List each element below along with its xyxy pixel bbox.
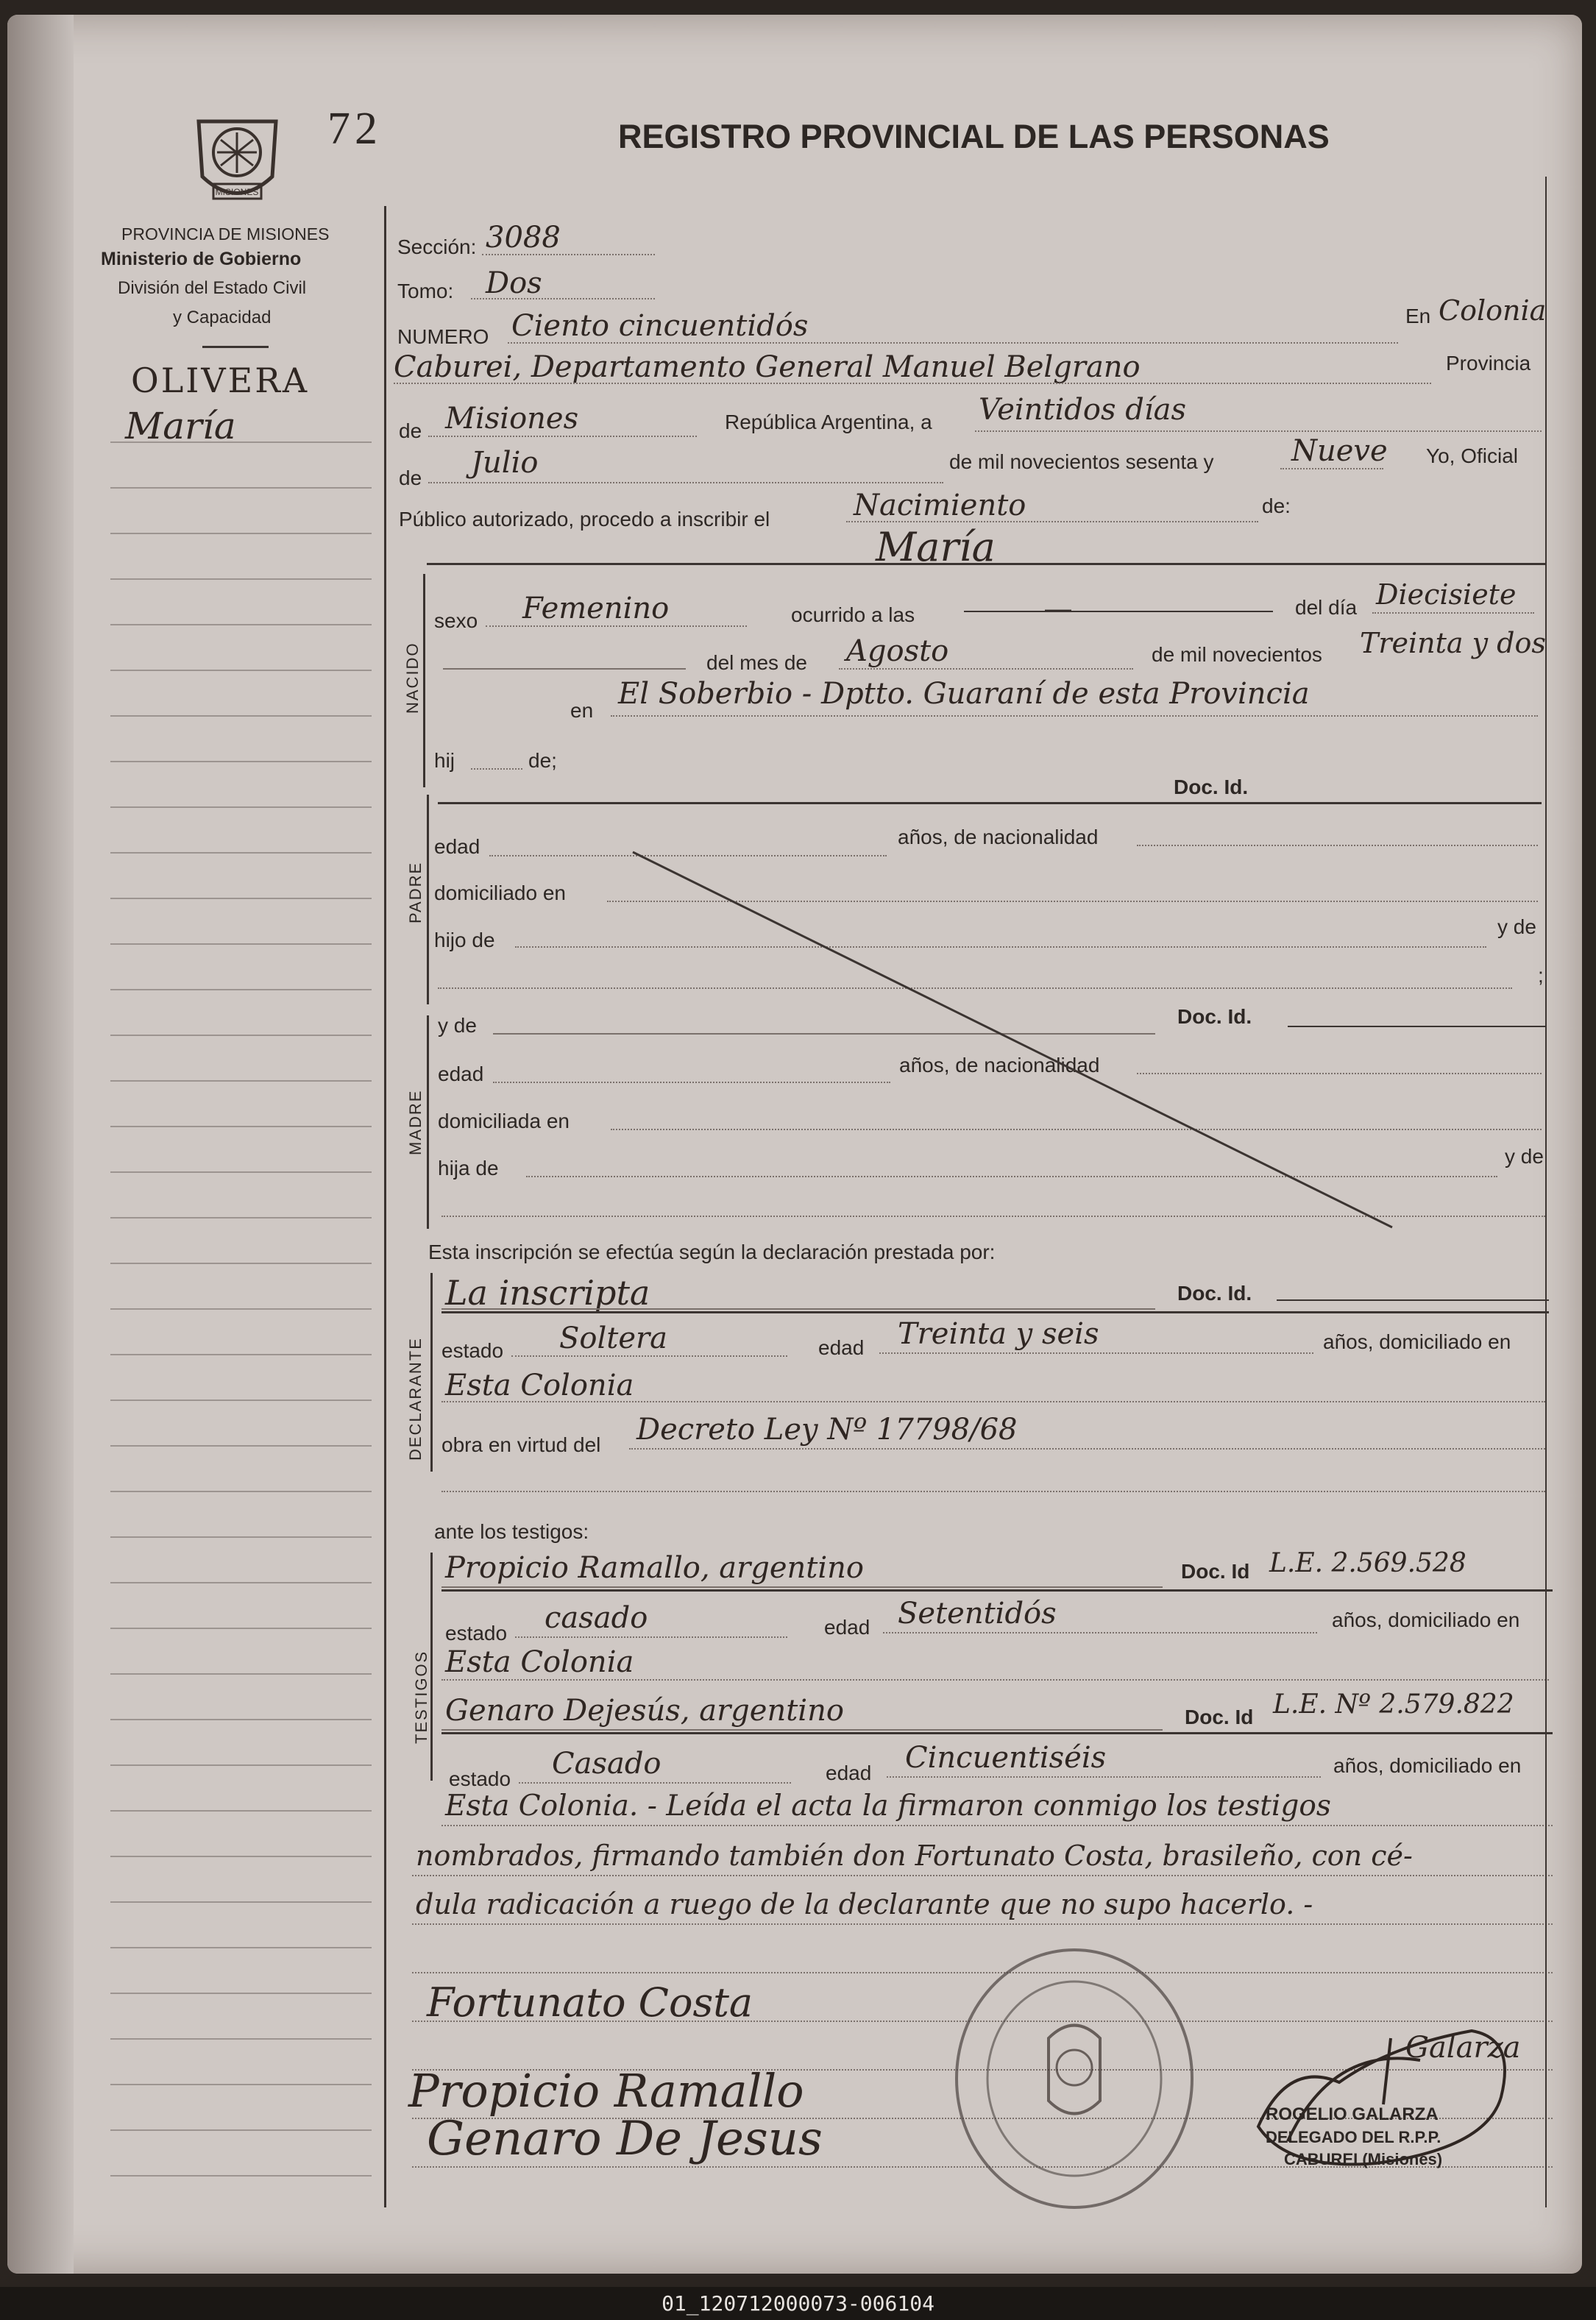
testigo2-estado-label: estado	[449, 1767, 511, 1790]
declarante-edad-label: edad	[818, 1336, 865, 1359]
de2-label: de	[399, 467, 422, 489]
madre-nac-label: años, de nacionalidad	[899, 1054, 1100, 1076]
en-nacido-label: en	[570, 699, 594, 722]
nacido-side-label: NACIDO	[403, 642, 422, 714]
anio-nacido-label: de mil novecientos	[1152, 643, 1322, 666]
anio-nacido-value: Treinta y dos	[1360, 627, 1546, 659]
official-stamp-line-1: ROGELIO GALARZA	[1266, 2104, 1439, 2124]
tomo-label: Tomo:	[397, 280, 454, 302]
dia-label: del día	[1295, 596, 1358, 619]
closing-line-3: dula radicación a ruego de la declarante que no supo hacerlo. -	[416, 1888, 1313, 1920]
declarante-domicilio: Esta Colonia	[445, 1369, 634, 1402]
acto-value: Nacimiento	[854, 489, 1026, 522]
testigo1-estado: casado	[545, 1601, 648, 1635]
testigo1-edad: Setentidós	[898, 1597, 1057, 1631]
mes-label: del mes de	[706, 651, 807, 674]
testigo1-estado-label: estado	[445, 1622, 508, 1645]
signature-genaro-de-jesus: Genaro De Jesus	[427, 2112, 823, 2166]
seccion-value: 3088	[486, 221, 561, 255]
hij-de-label: de;	[528, 749, 557, 772]
declarante-intro: Esta inscripción se efectúa según la declaración prestada por:	[428, 1241, 996, 1263]
dias-value: Veintidos días	[979, 393, 1187, 427]
testigo1-domicilio: Esta Colonia	[445, 1645, 634, 1679]
closing-line-2: nombrados, firmando también don Fortunato Costa, brasileño, con cé-	[416, 1840, 1413, 1872]
testigo2-edad: Cincuentiséis	[905, 1741, 1107, 1775]
official-signature: Galarza	[1405, 2031, 1521, 2065]
signature-propicio-ramallo: Propicio Ramallo	[408, 2064, 804, 2118]
hora-value: —	[1045, 593, 1071, 623]
padre-doc-label: Doc. Id.	[1174, 776, 1249, 798]
declarante-obra-label: obra en virtud del	[441, 1433, 601, 1456]
nacido-name: María	[876, 524, 996, 570]
de3-label: de:	[1262, 494, 1291, 517]
de-label: de	[399, 419, 422, 442]
padre-semicolon: ;	[1538, 964, 1544, 987]
testigo1-edad-label: edad	[824, 1616, 870, 1639]
signature-fortunato-costa: Fortunato Costa	[427, 1979, 753, 2026]
authority-line-1: PROVINCIA DE MISIONES	[121, 224, 330, 244]
padre-dom-label: domiciliado en	[434, 881, 566, 904]
anio-value: Nueve	[1291, 434, 1388, 468]
oficial-label: Yo, Oficial	[1426, 444, 1519, 467]
svg-text:MISIONES: MISIONES	[215, 187, 259, 197]
provincia-value: Misiones	[445, 402, 579, 436]
madre-hija-label: hija de	[438, 1157, 499, 1179]
declarante-estado-label: estado	[441, 1339, 504, 1362]
official-stamp-line-3: CABUREI (Misiones)	[1284, 2150, 1443, 2168]
declarante-doc-label: Doc. Id.	[1177, 1282, 1252, 1305]
provincia-label: Provincia	[1446, 352, 1531, 375]
madre-doc-label: Doc. Id.	[1177, 1005, 1252, 1028]
margin-surname: OLIVERA	[131, 361, 310, 400]
testigo1-name: Propicio Ramallo, argentino	[445, 1551, 864, 1585]
declarante-edad: Treinta y seis	[898, 1317, 1099, 1351]
sexo-value: Femenino	[522, 592, 670, 625]
declarante-estado: Soltera	[559, 1322, 667, 1355]
authority-line-2: Ministerio de Gobierno	[101, 249, 302, 269]
image-id-footer: 01_120712000073-006104	[0, 2287, 1596, 2320]
testigo1-dom-label: años, domiciliado en	[1332, 1608, 1520, 1631]
en-label: En	[1405, 305, 1431, 327]
dia-value: Diecisiete	[1376, 578, 1517, 611]
republica-label: República Argentina, a	[725, 411, 932, 433]
closing-line-1: Esta Colonia. - Leída el acta la firmaron conmigo los testigos	[445, 1789, 1331, 1823]
declarante-dom-label: años, domiciliado en	[1323, 1330, 1511, 1353]
testigo2-estado: Casado	[552, 1747, 662, 1781]
mes-nacido-value: Agosto	[846, 634, 949, 668]
numero-value: Ciento cincuentidós	[511, 309, 809, 343]
anio-label: de mil novecientos sesenta y	[949, 450, 1214, 473]
testigo2-doc-label: Doc. Id	[1185, 1706, 1254, 1728]
numero-label: NUMERO	[397, 325, 489, 348]
ocurrido-label: ocurrido a las	[791, 603, 915, 626]
declarante-obra: Decreto Ley Nº 17798/68	[636, 1413, 1018, 1447]
padre-side-label: PADRE	[406, 861, 425, 923]
round-stamp	[946, 1943, 1203, 2215]
tomo-value: Dos	[486, 266, 542, 300]
testigos-side-label: TESTIGOS	[412, 1650, 430, 1744]
hij-label: hij	[434, 749, 455, 772]
margin-given-name: María	[125, 405, 236, 447]
madre-yde-label: y de	[438, 1014, 477, 1037]
testigo2-name: Genaro Dejesús, argentino	[445, 1694, 844, 1728]
sexo-label: sexo	[434, 609, 478, 632]
madre-yde2-label: y de	[1505, 1145, 1544, 1168]
testigo2-doc: L.E. Nº 2.579.822	[1273, 1689, 1514, 1720]
authority-line-4: y Capacidad	[173, 308, 272, 327]
official-stamp-line-2: DELEGADO DEL R.P.P.	[1266, 2128, 1441, 2146]
seccion-label: Sección:	[397, 235, 477, 258]
en-value: Colonia	[1439, 294, 1547, 327]
declarante-name: La inscripta	[445, 1273, 650, 1313]
authority-line-3: División del Estado Civil	[118, 278, 307, 298]
madre-side-label: MADRE	[406, 1089, 425, 1155]
testigos-intro: ante los testigos:	[434, 1520, 589, 1543]
page-number: 72	[327, 104, 382, 154]
madre-edad-label: edad	[438, 1063, 484, 1085]
lugar-value: El Soberbio - Dptto. Guaraní de esta Provincia	[618, 677, 1310, 711]
madre-dom-label: domiciliada en	[438, 1110, 570, 1132]
declarante-side-label: DECLARANTE	[406, 1337, 425, 1461]
mes-value: Julio	[471, 446, 539, 480]
page-title: REGISTRO PROVINCIAL DE LAS PERSONAS	[618, 118, 1330, 155]
padre-edad-label: edad	[434, 835, 480, 858]
testigo2-dom-label: años, domiciliado en	[1333, 1754, 1522, 1777]
padre-hijo-label: hijo de	[434, 929, 495, 951]
place-value: Caburei, Departamento General Manuel Belgrano	[394, 350, 1141, 384]
padre-yde-label: y de	[1497, 915, 1536, 938]
testigo1-doc-label: Doc. Id	[1181, 1560, 1250, 1583]
testigo1-doc: L.E. 2.569.528	[1269, 1548, 1466, 1578]
inscribir-label: Público autorizado, procedo a inscribir el	[399, 508, 770, 531]
padre-nac-label: años, de nacionalidad	[898, 826, 1099, 848]
testigo2-edad-label: edad	[826, 1762, 872, 1784]
